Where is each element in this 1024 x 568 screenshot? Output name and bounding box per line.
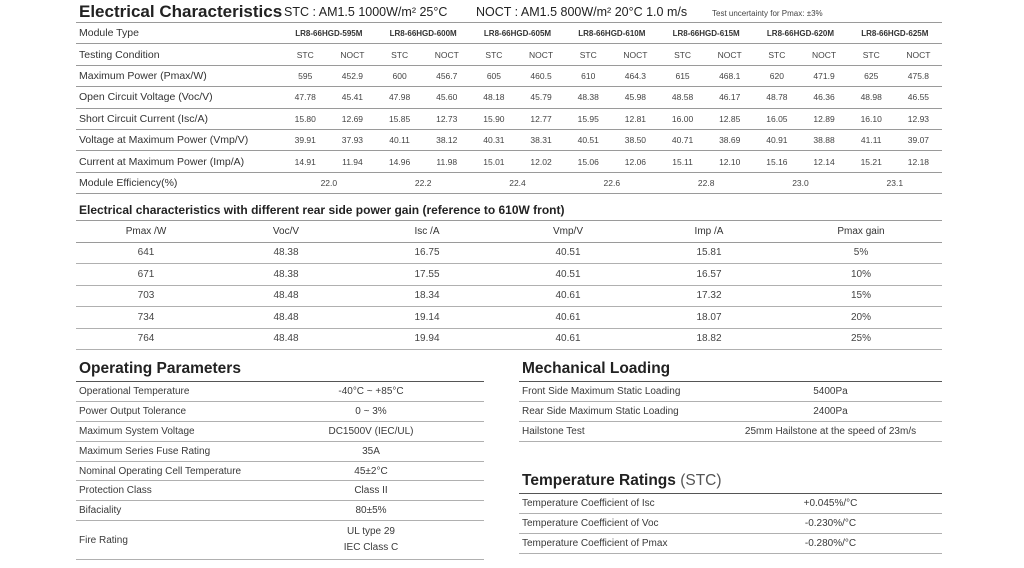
rear-gain-cell: 734 (76, 307, 216, 329)
operating-parameter-label: Maximum Series Fuse Rating (76, 441, 258, 461)
operating-parameter-label: Nominal Operating Cell Temperature (76, 461, 258, 481)
rear-gain-cell: 19.14 (356, 307, 498, 329)
noct-label: NOCT (612, 44, 659, 65)
stc-value: 40.11 (376, 129, 423, 150)
electrical-row (76, 87, 942, 108)
noct-value: 45.79 (517, 87, 564, 108)
stc-value: 47.78 (282, 87, 329, 108)
noct-value: 452.9 (329, 65, 376, 86)
stc-value: 14.96 (376, 151, 423, 172)
rear-gain-title: Electrical characteristics with different rear side power gain (reference to 610W front) (79, 203, 565, 217)
electrical-row (76, 65, 942, 86)
noct-label: NOCT (423, 44, 470, 65)
rear-gain-row (76, 242, 942, 264)
module-type-row (76, 23, 942, 44)
rear-gain-cell: 15% (780, 285, 942, 307)
rear-gain-cell: 16.75 (356, 242, 498, 264)
noct-value: 12.93 (895, 108, 942, 129)
stc-label: STC (376, 44, 423, 65)
stc-value: 15.85 (376, 108, 423, 129)
noct-label: NOCT (329, 44, 376, 65)
column-header: Pmax gain (780, 221, 942, 243)
model-name: LR8-66HGD-610M (565, 23, 659, 44)
temperature-rating-label: Temperature Coefficient of Pmax (519, 533, 719, 553)
rear-gain-cell: 40.61 (498, 285, 638, 307)
operating-parameter-label: Power Output Tolerance (76, 401, 258, 421)
noct-value: 12.89 (800, 108, 847, 129)
stc-value: 40.71 (659, 129, 706, 150)
rear-gain-cell: 40.61 (498, 328, 638, 350)
noct-value: 46.17 (706, 87, 753, 108)
mechanical-loading-value: 2400Pa (719, 401, 942, 421)
rear-gain-cell: 10% (780, 264, 942, 286)
noct-value: 12.81 (612, 108, 659, 129)
noct-value: 38.50 (612, 129, 659, 150)
rear-gain-cell: 703 (76, 285, 216, 307)
electrical-characteristics-table (76, 22, 942, 194)
mechanical-loading-label: Rear Side Maximum Static Loading (519, 401, 719, 421)
stc-value: 41.11 (848, 129, 895, 150)
module-type-label: Module Type (76, 23, 282, 44)
mechanical-loading-row (519, 401, 942, 421)
temperature-ratings-title-suffix: (STC) (680, 472, 722, 489)
operating-parameter-row (76, 382, 484, 402)
stc-value: 16.00 (659, 108, 706, 129)
electrical-row (76, 108, 942, 129)
module-efficiency-row (76, 172, 942, 193)
rear-gain-cell: 48.48 (216, 328, 356, 350)
noct-value: 38.88 (800, 129, 847, 150)
stc-value: 40.91 (753, 129, 800, 150)
stc-label: STC (470, 44, 517, 65)
noct-condition: NOCT : AM1.5 800W/m² 20°C 1.0 m/s (476, 5, 688, 19)
rear-gain-cell: 48.38 (216, 242, 356, 264)
efficiency-value: 22.4 (470, 172, 564, 193)
stc-value: 16.10 (848, 108, 895, 129)
stc-value: 15.06 (565, 151, 612, 172)
rear-gain-cell: 5% (780, 242, 942, 264)
operating-parameter-row (76, 441, 484, 461)
rear-gain-cell: 17.32 (638, 285, 780, 307)
noct-value: 11.98 (423, 151, 470, 172)
efficiency-value: 22.0 (282, 172, 376, 193)
operating-parameter-label: Operational Temperature (76, 382, 258, 402)
mechanical-loading-label: Front Side Maximum Static Loading (519, 382, 719, 402)
stc-value: 15.90 (470, 108, 517, 129)
stc-label: STC (659, 44, 706, 65)
rear-gain-cell: 48.38 (216, 264, 356, 286)
stc-value: 15.11 (659, 151, 706, 172)
stc-value: 48.18 (470, 87, 517, 108)
noct-value: 38.31 (517, 129, 564, 150)
rear-gain-table (76, 220, 942, 350)
efficiency-value: 22.8 (659, 172, 753, 193)
page-title: Electrical Characteristics (79, 2, 283, 21)
stc-condition: STC : AM1.5 1000W/m² 25°C (284, 5, 448, 19)
parameter-label: Current at Maximum Power (Imp/A) (76, 151, 282, 172)
stc-value: 615 (659, 65, 706, 86)
rear-gain-cell: 671 (76, 264, 216, 286)
stc-value: 40.31 (470, 129, 517, 150)
rear-gain-cell: 20% (780, 307, 942, 329)
model-name: LR8-66HGD-605M (470, 23, 564, 44)
rear-gain-cell: 17.55 (356, 264, 498, 286)
operating-parameter-label: Bifaciality (76, 501, 258, 521)
stc-value: 600 (376, 65, 423, 86)
mechanical-loading-table (519, 381, 942, 442)
noct-value: 37.93 (329, 129, 376, 150)
stc-value: 47.98 (376, 87, 423, 108)
temperature-rating-row (519, 513, 942, 533)
noct-value: 468.1 (706, 65, 753, 86)
stc-value: 40.51 (565, 129, 612, 150)
model-name: LR8-66HGD-615M (659, 23, 753, 44)
rear-gain-cell: 18.34 (356, 285, 498, 307)
noct-value: 39.07 (895, 129, 942, 150)
rear-gain-row (76, 285, 942, 307)
rear-gain-row (76, 307, 942, 329)
fire-rating-row (76, 521, 484, 560)
stc-value: 15.21 (848, 151, 895, 172)
stc-value: 15.01 (470, 151, 517, 172)
noct-value: 471.9 (800, 65, 847, 86)
temperature-rating-label: Temperature Coefficient of Voc (519, 513, 719, 533)
noct-value: 46.55 (895, 87, 942, 108)
noct-value: 12.77 (517, 108, 564, 129)
efficiency-value: 23.0 (753, 172, 847, 193)
rear-gain-cell: 19.94 (356, 328, 498, 350)
parameter-label: Short Circuit Current (Isc/A) (76, 108, 282, 129)
operating-parameter-label: Protection Class (76, 481, 258, 501)
noct-value: 38.69 (706, 129, 753, 150)
fire-rating-value (258, 521, 484, 560)
column-header: Pmax /W (76, 221, 216, 243)
stc-value: 605 (470, 65, 517, 86)
noct-label: NOCT (895, 44, 942, 65)
noct-value: 11.94 (329, 151, 376, 172)
noct-value: 45.41 (329, 87, 376, 108)
stc-label: STC (282, 44, 329, 65)
stc-value: 595 (282, 65, 329, 86)
rear-gain-cell: 18.07 (638, 307, 780, 329)
temperature-rating-label: Temperature Coefficient of Isc (519, 494, 719, 514)
noct-value: 475.8 (895, 65, 942, 86)
rear-gain-cell: 764 (76, 328, 216, 350)
mechanical-loading-row (519, 382, 942, 402)
parameter-label: Maximum Power (Pmax/W) (76, 65, 282, 86)
stc-value: 48.78 (753, 87, 800, 108)
model-name: LR8-66HGD-600M (376, 23, 470, 44)
column-header: Imp /A (638, 221, 780, 243)
parameter-label: Voltage at Maximum Power (Vmp/V) (76, 129, 282, 150)
operating-parameter-row (76, 481, 484, 501)
stc-value: 15.16 (753, 151, 800, 172)
noct-value: 12.18 (895, 151, 942, 172)
temperature-rating-value: +0.045%/°C (719, 494, 942, 514)
temperature-ratings-table (519, 493, 942, 554)
column-header: Voc/V (216, 221, 356, 243)
rear-gain-cell: 16.57 (638, 264, 780, 286)
noct-value: 45.60 (423, 87, 470, 108)
operating-parameter-row (76, 401, 484, 421)
temperature-rating-value: -0.280%/°C (719, 533, 942, 553)
temperature-rating-row (519, 533, 942, 553)
mechanical-loading-row (519, 421, 942, 441)
operating-parameters-table (76, 381, 484, 560)
operating-parameter-label: Maximum System Voltage (76, 421, 258, 441)
efficiency-value: 23.1 (848, 172, 942, 193)
rear-gain-cell: 40.51 (498, 242, 638, 264)
noct-value: 12.73 (423, 108, 470, 129)
rear-gain-header-row (76, 221, 942, 243)
temperature-rating-value: -0.230%/°C (719, 513, 942, 533)
model-name: LR8-66HGD-625M (848, 23, 942, 44)
noct-value: 46.36 (800, 87, 847, 108)
mechanical-loading-value: 5400Pa (719, 382, 942, 402)
noct-value: 12.69 (329, 108, 376, 129)
stc-value: 15.95 (565, 108, 612, 129)
noct-value: 12.14 (800, 151, 847, 172)
stc-label: STC (565, 44, 612, 65)
rear-gain-row (76, 328, 942, 350)
noct-value: 12.10 (706, 151, 753, 172)
rear-gain-cell: 40.61 (498, 307, 638, 329)
fire-rating-label: Fire Rating (76, 521, 258, 560)
parameter-label: Open Circuit Voltage (Voc/V) (76, 87, 282, 108)
efficiency-value: 22.6 (565, 172, 659, 193)
efficiency-value: 22.2 (376, 172, 470, 193)
noct-value: 464.3 (612, 65, 659, 86)
noct-label: NOCT (517, 44, 564, 65)
operating-parameter-value: 45±2°C (258, 461, 484, 481)
operating-parameter-value: Class II (258, 481, 484, 501)
stc-value: 39.91 (282, 129, 329, 150)
temperature-ratings-title (522, 472, 722, 490)
temperature-ratings-title-text: Temperature Ratings (522, 472, 676, 489)
noct-value: 12.85 (706, 108, 753, 129)
stc-label: STC (848, 44, 895, 65)
noct-value: 456.7 (423, 65, 470, 86)
stc-value: 16.05 (753, 108, 800, 129)
noct-value: 38.12 (423, 129, 470, 150)
operating-parameter-row (76, 461, 484, 481)
rear-gain-cell: 25% (780, 328, 942, 350)
fire-rating-iec: IEC Class C (343, 542, 399, 554)
fire-rating-ul: UL type 29 (347, 526, 395, 538)
rear-gain-cell: 40.51 (498, 264, 638, 286)
noct-value: 12.06 (612, 151, 659, 172)
stc-value: 14.91 (282, 151, 329, 172)
mechanical-loading-title: Mechanical Loading (522, 360, 671, 377)
uncertainty-note: Test uncertainty for Pmax: ±3% (712, 9, 823, 18)
rear-gain-cell: 48.48 (216, 307, 356, 329)
rear-gain-row (76, 264, 942, 286)
stc-value: 620 (753, 65, 800, 86)
stc-value: 48.98 (848, 87, 895, 108)
stc-label: STC (753, 44, 800, 65)
noct-value: 45.98 (612, 87, 659, 108)
operating-parameter-value: DC1500V (IEC/UL) (258, 421, 484, 441)
noct-value: 12.02 (517, 151, 564, 172)
stc-value: 15.80 (282, 108, 329, 129)
model-name: LR8-66HGD-620M (753, 23, 847, 44)
column-header: Vmp/V (498, 221, 638, 243)
column-header: Isc /A (356, 221, 498, 243)
operating-parameter-row (76, 421, 484, 441)
stc-value: 625 (848, 65, 895, 86)
testing-condition-row (76, 44, 942, 65)
stc-value: 48.58 (659, 87, 706, 108)
noct-label: NOCT (800, 44, 847, 65)
model-name: LR8-66HGD-595M (282, 23, 376, 44)
operating-parameter-value: -40°C ~ +85°C (258, 382, 484, 402)
operating-parameter-value: 0 ~ 3% (258, 401, 484, 421)
temperature-rating-row (519, 494, 942, 514)
rear-gain-cell: 18.82 (638, 328, 780, 350)
operating-parameter-value: 80±5% (258, 501, 484, 521)
operating-parameters-title: Operating Parameters (79, 360, 241, 377)
rear-gain-cell: 15.81 (638, 242, 780, 264)
stc-value: 48.38 (565, 87, 612, 108)
module-efficiency-label: Module Efficiency(%) (76, 172, 282, 193)
rear-gain-cell: 48.48 (216, 285, 356, 307)
stc-value: 610 (565, 65, 612, 86)
electrical-row (76, 151, 942, 172)
mechanical-loading-value: 25mm Hailstone at the speed of 23m/s (719, 421, 942, 441)
rear-gain-cell: 641 (76, 242, 216, 264)
mechanical-loading-label: Hailstone Test (519, 421, 719, 441)
electrical-row (76, 129, 942, 150)
operating-parameter-value: 35A (258, 441, 484, 461)
testing-condition-label: Testing Condition (76, 44, 282, 65)
operating-parameter-row (76, 501, 484, 521)
noct-value: 460.5 (517, 65, 564, 86)
noct-label: NOCT (706, 44, 753, 65)
